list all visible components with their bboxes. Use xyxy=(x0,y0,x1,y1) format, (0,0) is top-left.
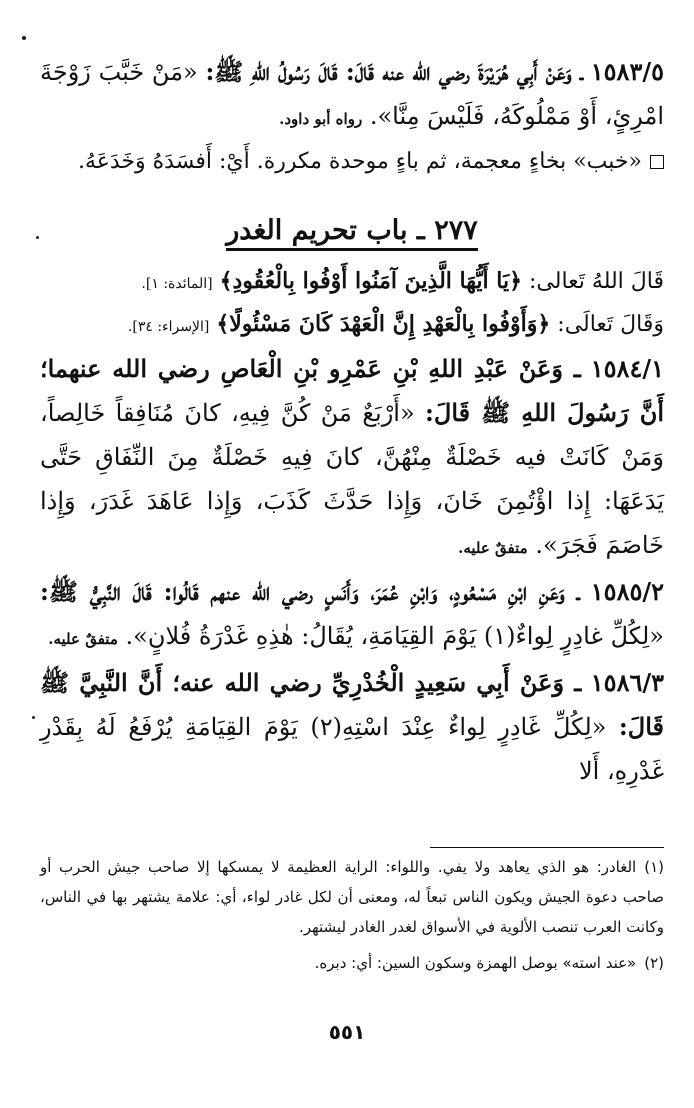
verse-1 xyxy=(40,261,664,304)
hadith-text: «مَنْ خَبَّبَ زَوْجَةَ امْرِئٍ، أَوْ مَمْلُوكَهُ، فَلَيْسَ مِنَّا». xyxy=(40,58,664,130)
verse-intro: وَقَالَ تَعالَى: xyxy=(557,312,664,337)
verse-reference: [الإسراء: ٣٤]. xyxy=(127,319,210,335)
ink-speck xyxy=(36,236,39,239)
footnote-1 xyxy=(40,852,664,942)
verse-ayah: ﴿يَا أَيُّهَا الَّذِينَ آمَنُوا أَوْفُوا بِالْعُقُودِ﴾ xyxy=(219,268,523,294)
hadith-source: رواه أبو داود. xyxy=(279,110,363,128)
hadith-intro: ـ وَعَنِ ابْنِ مَسْعُودٍ، وَابْنِ عُمَرَ، وَأَنَسٍ رضي الله عنهم قَالُوا: قَالَ النَّبِيُّ ﷺ: xyxy=(40,577,580,606)
hadith-1583-explanation xyxy=(40,141,664,183)
explanation-text: «خبب» بخاءٍ معجمة، ثم باءٍ موحدة مكررة. أَيْ: أَفسَدَهُ وَخَدَعَهُ. xyxy=(77,149,642,174)
hadith-intro: ـ وَعَنْ أَبِي هُرَيْرَةَ رضي الله عنه قَالَ: قَالَ رَسُولُ اللهِ ﷺ: xyxy=(205,57,584,86)
hadith-text: «أَرْبَعٌ مَنْ كُنَّ فِيهِ، كانَ مُنَافِقاً خَالِصاً، وَمَنْ كَانَتْ فيه خَصْلَةٌ مِنْهُنَّ، كانَ فِيهِ خَصْلَةٌ مِنَ النِّفَاقِ حَتَّى يَدَعَهَا: إِذا اؤْتُمِنَ خَانَ، وَإِذا حَدَّثَ كَذَبَ، وَإِذا عَاهَدَ غَدَرَ، وَإِذا خَاصَمَ فَجَرَ». xyxy=(40,399,664,559)
footnote-text: الغادر: هو الذي يعاهد ولا يفي. واللواء: الراية العظيمة لا يمسكها إلا صاحب جيش الحرب أو صاحب دعوة الجيش ويكون الناس تبعاً له، ومعنى أن لكل غادر لواء، أي: علامة يشتهر بها في الناس، وكانت العرب تنصب الألوية في الأسواق لغدر الغادر ليشتهر. xyxy=(40,858,664,936)
footnotes xyxy=(40,852,664,984)
footnote-number: (٢) xyxy=(644,954,664,972)
hadith-number: ١٥٨٥/٢ xyxy=(590,577,664,606)
page-number: ٥٥١ xyxy=(328,1020,366,1044)
hadith-number: ١٥٨٦/٣ xyxy=(590,668,664,697)
verse-ayah: ﴿وَأَوْفُوا بِالْعَهْدِ إِنَّ الْعَهْدَ كَانَ مَسْئُولًا﴾ xyxy=(216,311,551,337)
verse-reference: [المائدة: ١]. xyxy=(141,276,213,292)
hadith-1586 xyxy=(40,661,664,793)
verse-intro: قَالَ اللهُ تَعالى: xyxy=(529,269,664,294)
hadith-number: ١٥٨٣/٥ xyxy=(590,57,664,86)
footnote-2 xyxy=(40,948,664,978)
ink-speck xyxy=(32,716,35,719)
footnote-number: (١) xyxy=(644,858,664,876)
verse-2 xyxy=(40,304,664,347)
square-bullet-icon xyxy=(650,155,664,169)
page-body xyxy=(40,50,664,793)
hadith-1583 xyxy=(40,50,664,141)
footnote-divider xyxy=(430,847,664,848)
chapter-title: ٢٧٧ ـ باب تحريم الغدر xyxy=(226,215,477,251)
ink-speck xyxy=(22,36,26,40)
hadith-source: متفقٌ عليه. xyxy=(48,630,118,648)
hadith-1584 xyxy=(40,347,664,570)
hadith-number: ١٥٨٤/١ xyxy=(590,354,664,383)
chapter-heading xyxy=(40,211,664,251)
hadith-text: «لِكُلِّ غَادِرٍ لِواءٌ عِنْدَ اسْتِهِ(٢) يَوْمَ القِيَامَةِ يُرْفَعُ لَهُ بِقَدْرِ غَدْرِهِ، أَلا xyxy=(40,713,664,785)
hadith-text: «لِكُلِّ غادِرٍ لِواءٌ(١) يَوْمَ القِيَامَةِ، يُقَالُ: هٰذِهِ غَدْرَةُ فُلانٍ». xyxy=(125,622,664,650)
footnote-text: «عند استه» بوصل الهمزة وسكون السين: أي: دبره. xyxy=(314,954,637,972)
hadith-1585 xyxy=(40,570,664,661)
hadith-intro: ـ وَعَنْ عَبْدِ اللهِ بْنِ عَمْرِو بْنِ الْعَاصِ رضي الله عنهما؛ أَنَّ رَسُولَ اللهِ ﷺ قَالَ: xyxy=(40,354,664,427)
hadith-source: متفقٌ عليه. xyxy=(458,539,528,557)
hadith-intro: ـ وَعَنْ أَبِي سَعِيدٍ الْخُدْرِيِّ رضي الله عنه؛ أَنَّ النَّبِيَّ ﷺ قَالَ: xyxy=(40,668,664,741)
